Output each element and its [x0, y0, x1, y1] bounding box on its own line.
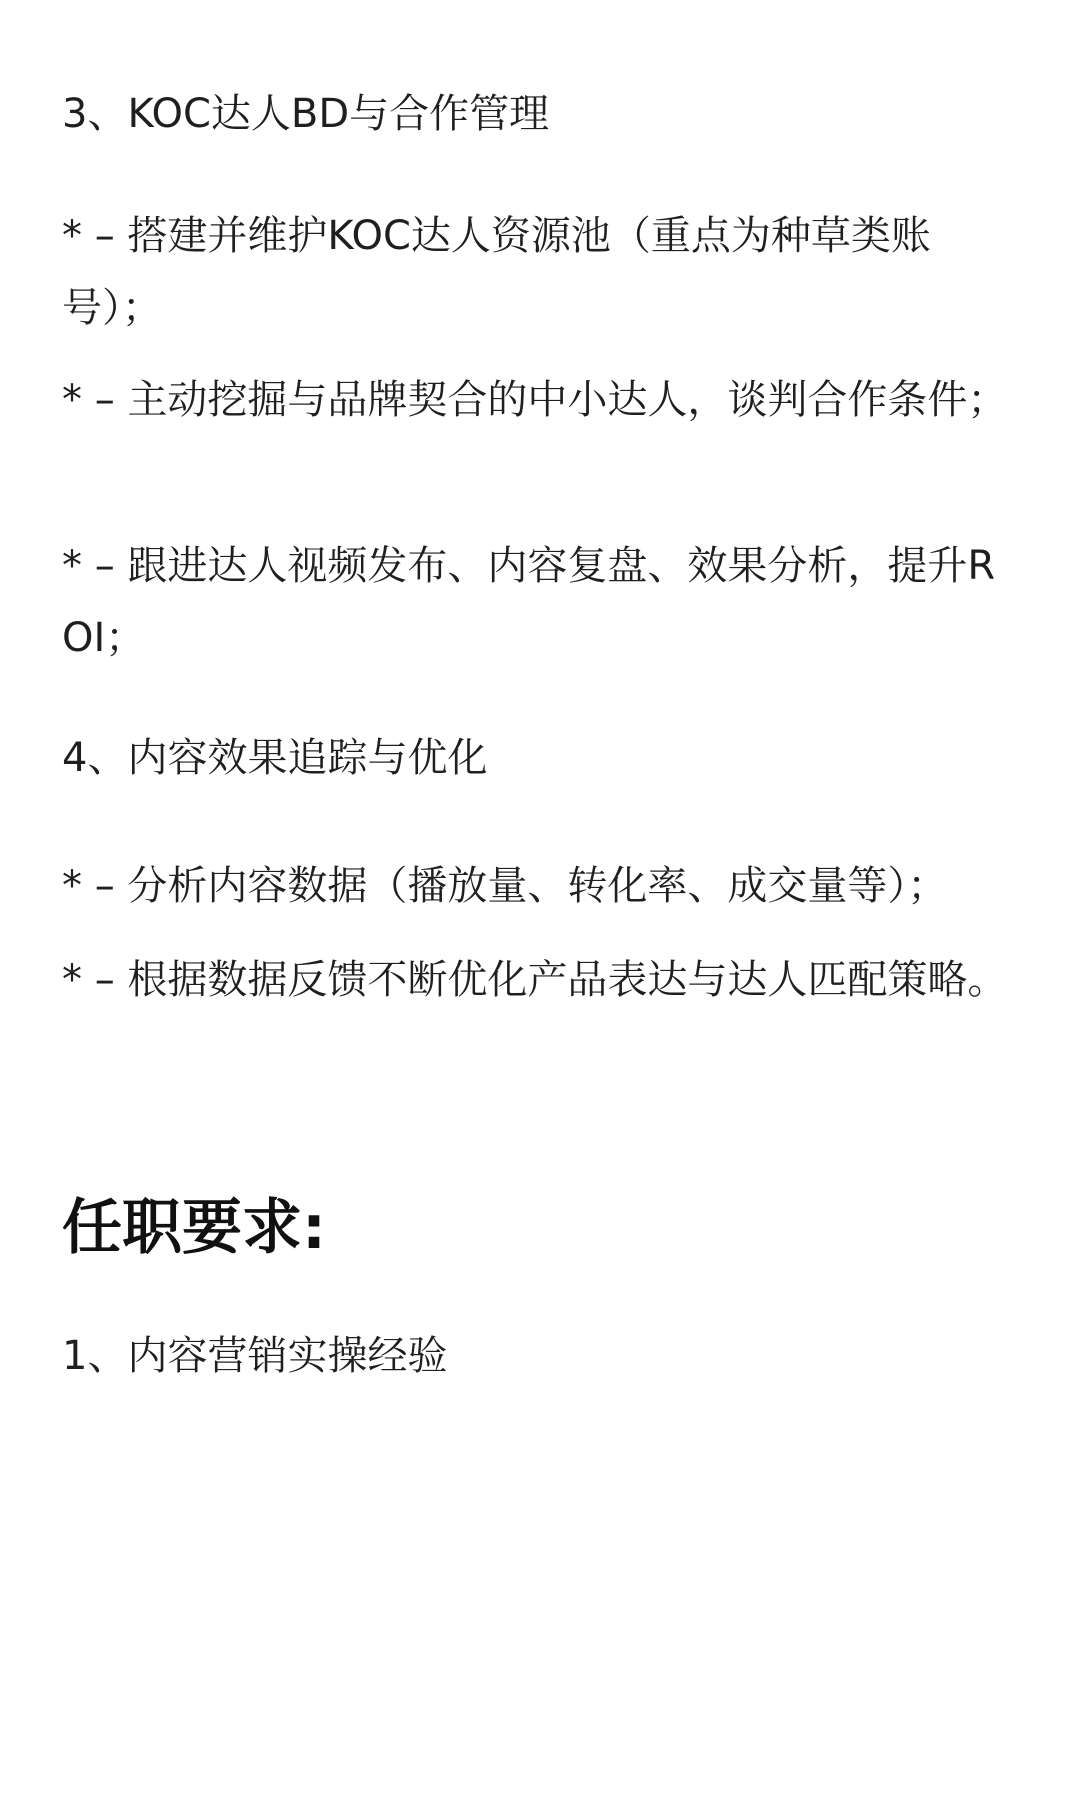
requirement-item-1: 1、内容营销实操经验: [62, 1333, 448, 1379]
section-title-koc-bd: 3、KOC达人BD与合作管理: [62, 91, 550, 137]
bullet-analyze-data: * – 分析内容数据（播放量、转化率、成交量等）；: [62, 863, 948, 909]
bullet-optimize-strategy: * – 根据数据反馈不断优化产品表达与达人匹配策略。: [62, 957, 1008, 1003]
section-title-tracking: 4、内容效果追踪与优化: [62, 735, 488, 781]
requirements-heading: 任职要求:: [62, 1193, 326, 1263]
bullet-discover-influencers: * – 主动挖掘与品牌契合的中小达人，谈判合作条件；: [62, 377, 1008, 423]
bullet-koc-resource-pool: * – 搭建并维护KOC达人资源池（重点为种草类账号）；: [62, 213, 931, 331]
bullet-follow-up-roi: * – 跟进达人视频发布、内容复盘、效果分析，提升ROI；: [62, 543, 996, 661]
